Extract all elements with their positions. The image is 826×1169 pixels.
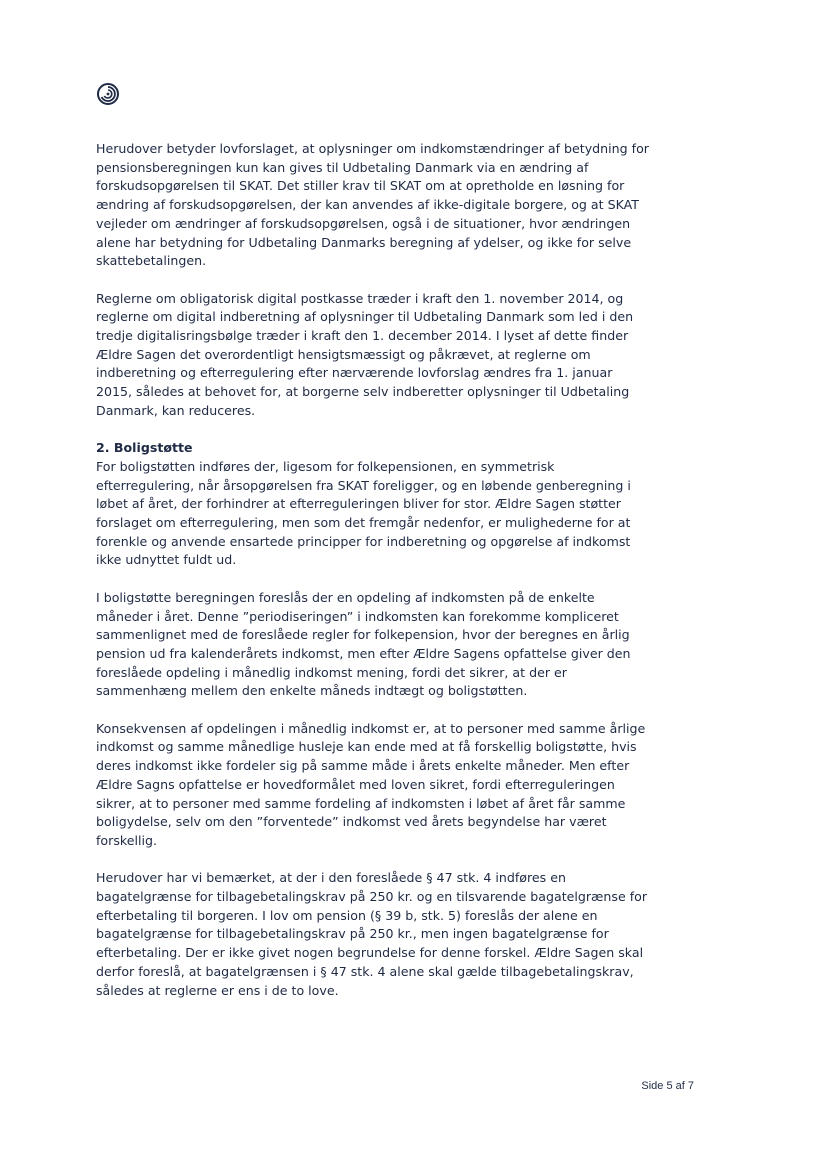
text-line: forenkle og anvende ensartede principper for indberetning og opgørelse af indkomst	[96, 533, 631, 549]
text-line: For boligstøtten indføres der, ligesom for folkepensionen, en symmetrisk	[96, 458, 555, 474]
section-paragraph	[96, 439, 700, 570]
text-line: pension ud fra kalenderårets indkomst, men efter Ældre Sagens opfattelse giver den	[96, 645, 631, 661]
text-line: således at reglerne er ens i de to love.	[96, 982, 339, 998]
text-line: derfor foreslå, at bagatelgrænsen i § 47 stk. 4 alene skal gælde tilbagebetalingskrav,	[96, 963, 634, 979]
text-line: ikke udnyttet fuldt ud.	[96, 552, 237, 568]
text-line: forskudsopgørelsen til SKAT. Det stiller krav til SKAT om at opretholde en løsning for	[96, 178, 625, 194]
text-line: vejleder om ændringer af forskudsopgørelsen, også i de situationer, hvor ændringen	[96, 215, 631, 231]
text-line: indkomst og samme månedlige husleje kan ende med at få forskellig boligstøtte, hvis	[96, 739, 637, 755]
text-line: efterbetaling. Der er ikke givet nogen begrundelse for denne forskel. Ældre Sagen skal	[96, 945, 644, 961]
text-line: boligydelse, selv om den ”forventede” indkomst ved årets begyndelse har været	[96, 814, 607, 830]
text-line: sammenhæng mellem den enkelte måneds indtægt og boligstøtten.	[96, 683, 528, 699]
text-line: forskellig.	[96, 832, 157, 848]
body-paragraph	[96, 140, 700, 271]
text-line: sammenlignet med de foreslåede regler for folkepension, hvor der beregnes en årlig	[96, 627, 630, 643]
text-line: tredje digitalisringsbølge træder i kraft den 1. december 2014. I lyset af dette finder	[96, 328, 629, 344]
text-line: pensionsberegningen kun kan gives til Udbetaling Danmark via en ændring af	[96, 159, 589, 175]
text-line: bagatelgrænse for tilbagebetalingskrav på 250 kr. og en tilsvarende bagatelgrænse for	[96, 889, 648, 905]
text-line: måneder i året. Denne ”periodiseringen” i indkomsten kan forekomme kompliceret	[96, 608, 619, 624]
body-paragraph	[96, 589, 700, 701]
text-line: bagatelgrænse for tilbagebetalingskrav på 250 kr., men ingen bagatelgrænse for	[96, 926, 609, 942]
body-paragraph	[96, 869, 700, 1000]
text-line: Reglerne om obligatorisk digital postkasse træder i kraft den 1. november 2014, og	[96, 290, 624, 306]
text-line: forslaget om efterregulering, men som det fremgår nedenfor, er mulighederne for at	[96, 515, 631, 531]
body-paragraph	[96, 720, 700, 851]
text-line: efterbetaling til borgeren. I lov om pension (§ 39 b, stk. 5) foreslås der alene en	[96, 907, 598, 923]
text-line: Konsekvensen af opdelingen i månedlig indkomst er, at to personer med samme årlige	[96, 720, 646, 736]
text-line: Herudover har vi bemærket, at der i den foreslåede § 47 stk. 4 indføres en	[96, 870, 566, 886]
text-line: alene har betydning for Udbetaling Danmarks beregning af ydelser, og ikke for selve	[96, 234, 632, 250]
text-line: Danmark, kan reduceres.	[96, 402, 256, 418]
text-line: ændring af forskudsopgørelsen, der kan anvendes af ikke-digitale borgere, og at SKAT	[96, 197, 639, 213]
text-line: foreslåede opdeling i månedlig indkomst mening, fordi det sikrer, at der er	[96, 664, 567, 680]
text-line: skattebetalingen.	[96, 253, 207, 269]
text-line: indberetning og efterregulering efter nærværende lovforslag ændres fra 1. januar	[96, 365, 613, 381]
text-line: I boligstøtte beregningen foreslås der en opdeling af indkomsten på de enkelte	[96, 589, 595, 605]
text-line: Herudover betyder lovforslaget, at oplysninger om indkomstændringer af betydning for	[96, 141, 649, 156]
spiral-logo-icon	[96, 82, 120, 106]
text-line: deres indkomst ikke fordeler sig på samme måde i årets enkelte måneder. Men efter	[96, 758, 630, 774]
section-heading: 2. Boligstøtte	[96, 440, 193, 456]
page-number: Side 5 af 7	[641, 1080, 694, 1092]
document-body	[96, 140, 700, 1019]
body-paragraph	[96, 290, 700, 421]
text-line: Ældre Sagns opfattelse er hovedformålet med loven sikret, fordi efterreguleringen	[96, 776, 615, 792]
text-line: løbet af året, der forhindrer at efterreguleringen bliver for stor. Ældre Sagen støtter	[96, 496, 621, 512]
text-line: 2015, således at behovet for, at borgerne selv indberetter oplysninger til Udbetaling	[96, 384, 630, 400]
text-line: Ældre Sagen det overordentligt hensigtsmæssigt og påkrævet, at reglerne om	[96, 346, 591, 362]
text-line: reglerne om digital indberetning af oplysninger til Udbetaling Danmark som led i den	[96, 309, 634, 325]
text-line: efterregulering, når årsopgørelsen fra SKAT foreligger, og en løbende genberegning i	[96, 477, 631, 493]
text-line: sikrer, at to personer med samme fordeling af indkomsten i løbet af året får samme	[96, 795, 626, 811]
